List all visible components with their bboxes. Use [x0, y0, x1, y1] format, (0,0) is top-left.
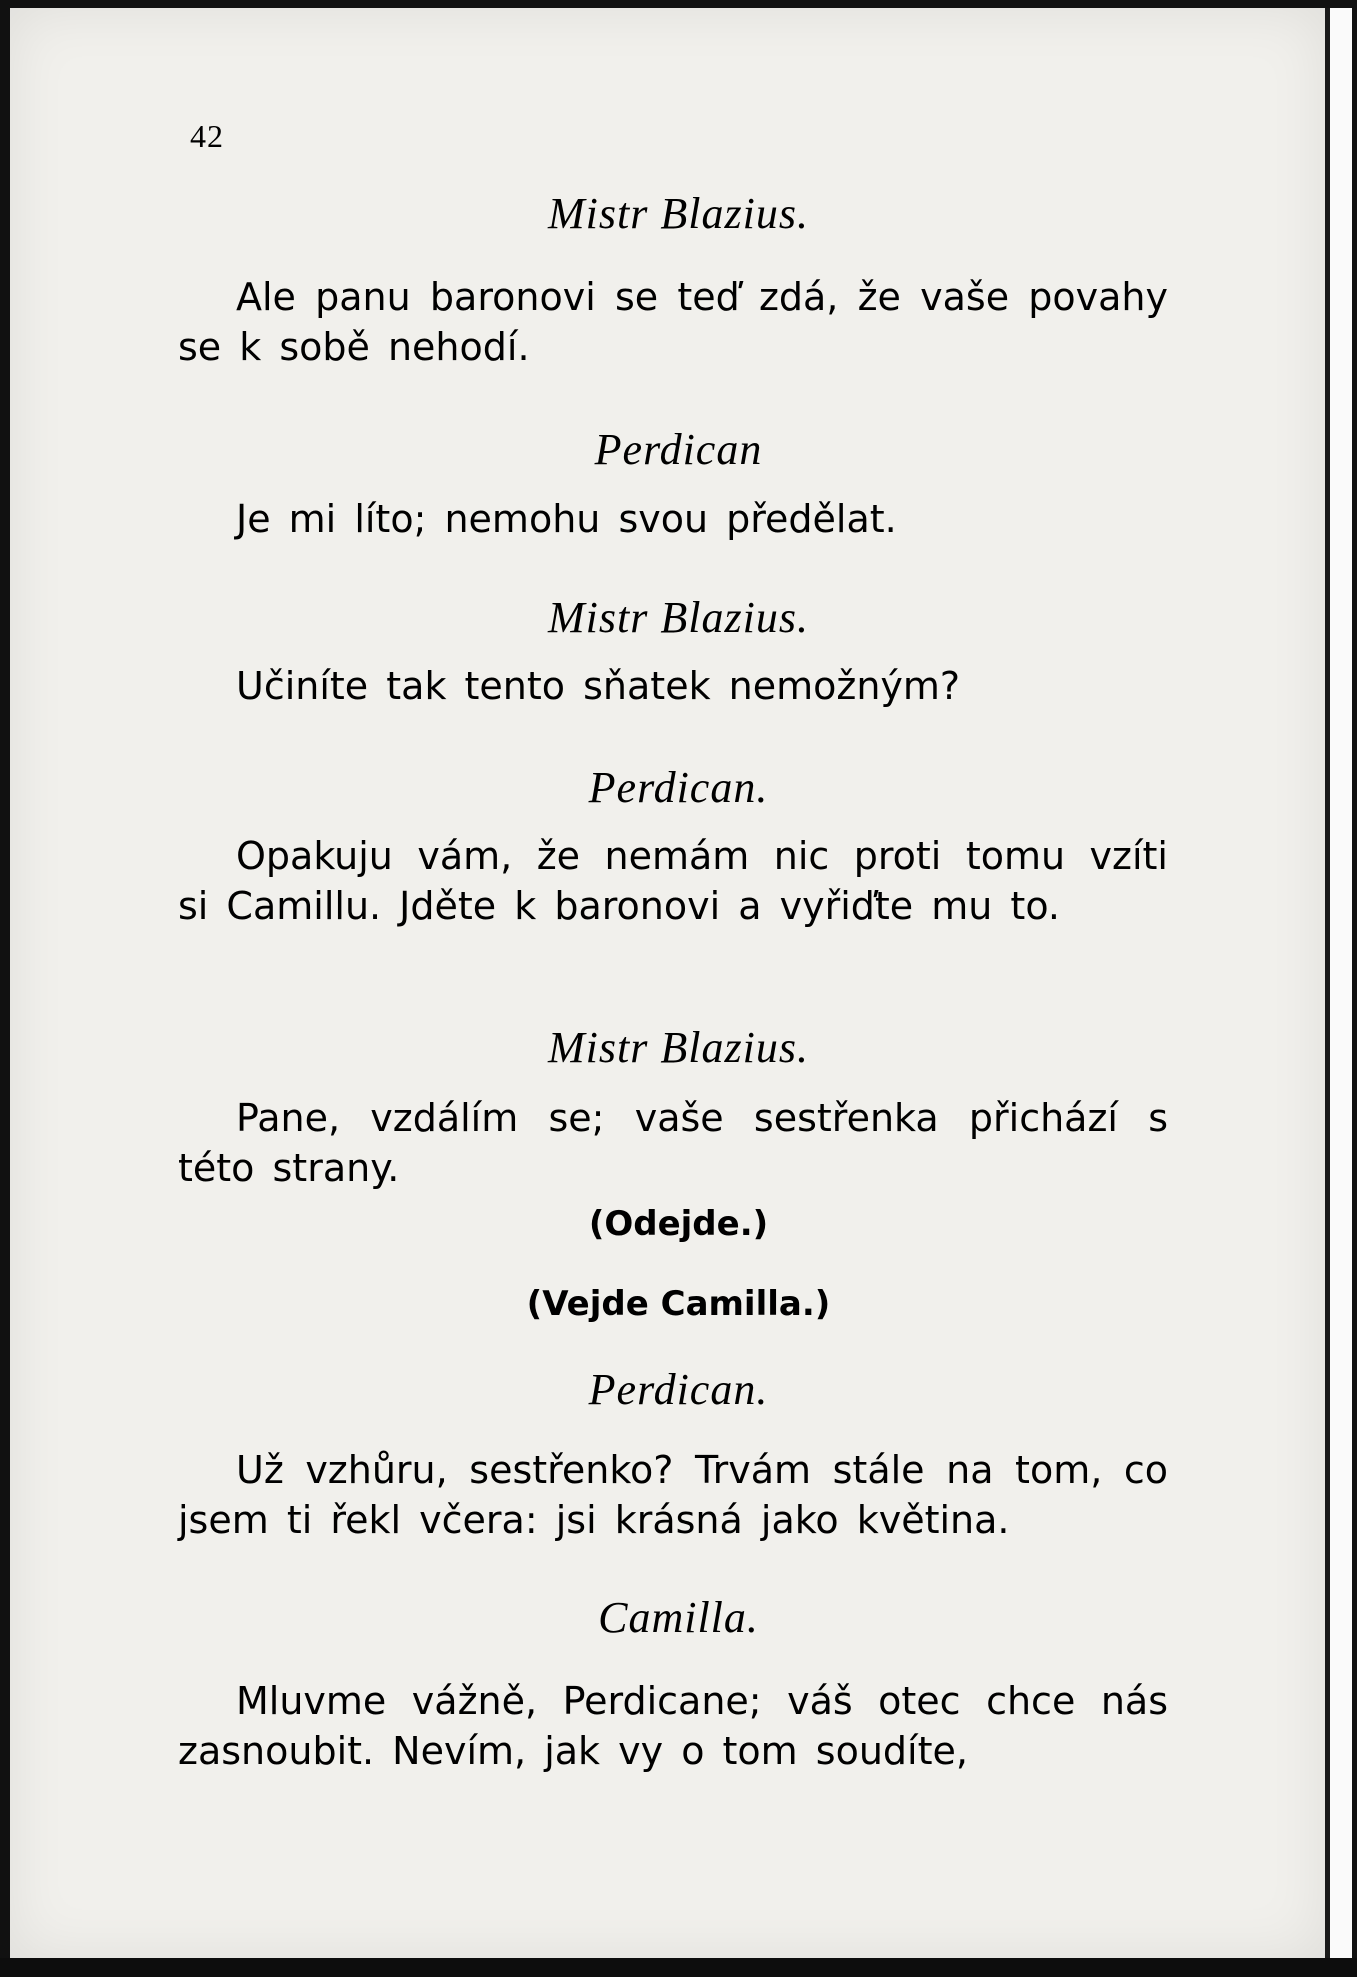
speaker-name: Mistr Blazius.: [548, 593, 809, 642]
dialogue-paragraph: Mluvme vážně, Perdicane; váš otec chce nás zasnoubit. Nevím, jak vy o tom soudíte,: [178, 1679, 1168, 1773]
speaker-name: Perdican.: [588, 1365, 769, 1414]
dialogue-paragraph: Pane, vzdálím se; vaše sestřenka přichází s této strany.: [178, 1096, 1168, 1190]
speaker-name: Camilla.: [598, 1593, 759, 1642]
dialogue-paragraph: Opakuju vám, že nemám nic proti tomu vzíti si Camillu. Jděte k baronovi a vyřiďte mu to.: [178, 834, 1168, 928]
speaker-name: Mistr Blazius.: [548, 1023, 809, 1072]
dialogue-paragraph: Učiníte tak tento sňatek nemožným?: [236, 664, 961, 708]
stage-direction: (Odejde.): [588, 1204, 769, 1244]
speaker-name: Perdican: [594, 425, 763, 474]
stage-direction: (Vejde Camilla.): [526, 1284, 831, 1324]
speaker-name: Perdican.: [588, 763, 769, 812]
speaker-name: Mistr Blazius.: [548, 189, 809, 238]
page-number: 42: [190, 118, 224, 154]
scan-border: [0, 1958, 1357, 1977]
dialogue-paragraph: Je mi líto; nemohu svou předělat.: [236, 497, 897, 541]
dialogue-paragraph: Už vzhůru, sestřenko? Trvám stále na tom, co jsem ti řekl včera: jsi krásná jako květina.: [178, 1448, 1168, 1542]
dialogue-paragraph: Ale panu baronovi se teď zdá, že vaše povahy se k sobě nehodí.: [178, 275, 1168, 369]
page-edge: [1325, 8, 1352, 1958]
